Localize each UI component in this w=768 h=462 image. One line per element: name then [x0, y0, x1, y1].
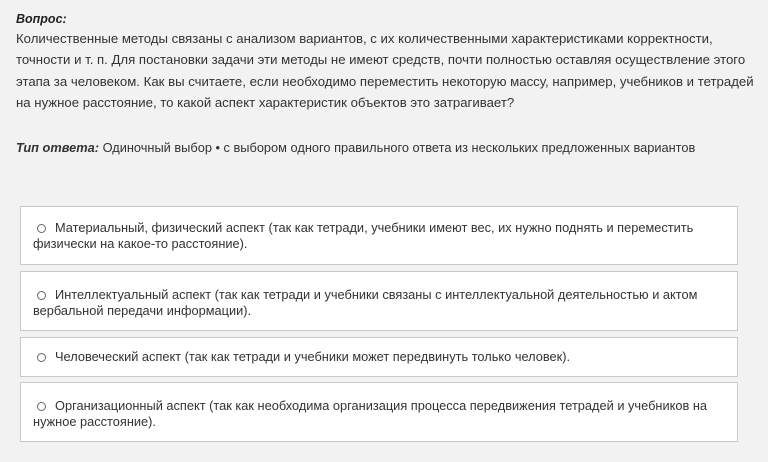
question-block [16, 10, 756, 113]
answer-type [16, 139, 695, 157]
radio-button-icon[interactable] [37, 353, 46, 362]
radio-button-icon[interactable] [37, 224, 46, 233]
question-text: Количественные методы связаны с анализом вариантов, с их количественными характеристиками корректности, точности и т. п. Для постановки задачи эти методы не имеют средств, почти полностью оставляя осуществление этого этапа за человеком. Как вы считаете, если необходимо переместить некоторую массу, например, учебников и тетрадей на нужное расстояние, то какой аспект характеристик объектов это затрагивает? [16, 31, 754, 110]
answer-option-label: Материальный, физический аспект (так как тетради, учебники имеют вес, их нужно поднять и переместить физически на какое-то расстояние). [33, 220, 694, 251]
question-label: Вопрос: [16, 12, 67, 26]
answer-option-1[interactable] [20, 206, 738, 265]
answer-option-label: Человеческий аспект (так как тетради и учебники может передвинуть только человек). [55, 349, 571, 364]
answer-option-label: Интеллектуальный аспект (так как тетради и учебники связаны с интеллектуальной деятельностью и актом вербальной передачи информации). [33, 287, 698, 318]
radio-button-icon[interactable] [37, 291, 46, 300]
radio-button-icon[interactable] [37, 402, 46, 411]
answer-option-2[interactable] [20, 271, 738, 331]
answer-type-label: Тип ответа: [16, 140, 99, 155]
answer-option-label: Организационный аспект (так как необходима организация процесса передвижения тетрадей и учебников на нужное расстояние). [33, 398, 708, 429]
answer-type-value: Одиночный выбор • с выбором одного правильного ответа из нескольких предложенных вариантов [102, 140, 696, 155]
answer-option-4[interactable] [20, 382, 738, 442]
answer-option-3[interactable] [20, 337, 738, 377]
